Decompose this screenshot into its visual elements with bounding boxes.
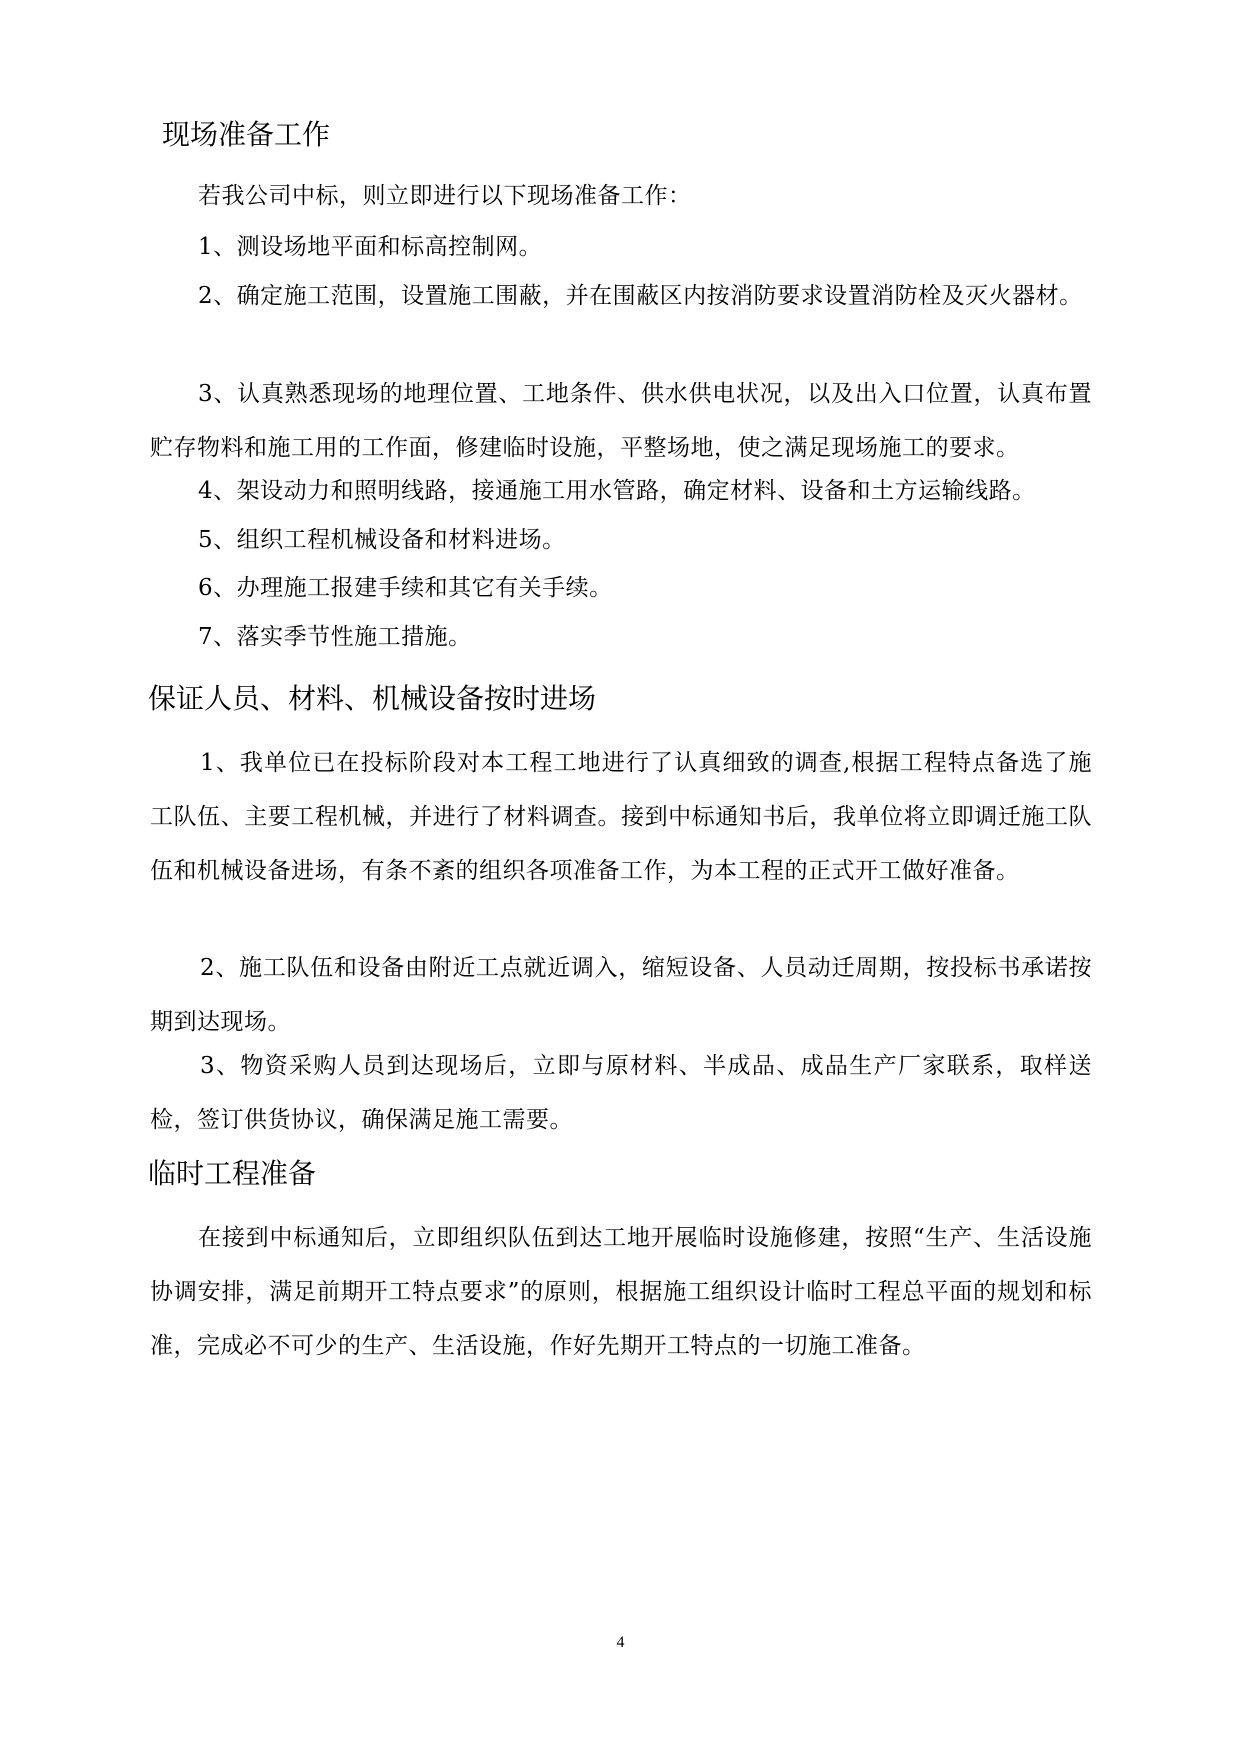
paragraph-temporary-works: 在接到中标通知后，立即组织队伍到达工地开展临时设施修建，按照“生产、生活设施协调安排，满足前期开工特点要求”的原则，根据施工组织设计临时工程总平面的规划和标准，完成必不可少的生产、生活设施，作好先期开工特点的一切施工准备。 <box>150 1225 1092 1359</box>
page-number: 4 <box>616 1634 625 1651</box>
paragraph-intro: 若我公司中标，则立即进行以下现场准备工作： <box>198 183 692 209</box>
paragraph-personnel-2: 2、施工队伍和设备由附近工点就近调入，缩短设备、人员动迁周期，按投标书承诺按期到达现场。 <box>150 955 1092 1035</box>
list-item-4: 4、架设动力和照明线路，接通施工用水管路，确定材料、设备和土方运输线路。 <box>198 478 1036 504</box>
list-item-3: 3、认真熟悉现场的地理位置、工地条件、供水供电状况，以及出入口位置，认真布置贮存物料和施工用的工作面，修建临时设施，平整场地，使之满足现场施工的要求。 <box>150 381 1092 461</box>
list-item-7: 7、落实季节性施工措施。 <box>198 624 472 650</box>
list-item-1: 1、测设场地平面和标高控制网。 <box>198 234 543 260</box>
section-heading-temporary-works: 临时工程准备 <box>148 1157 317 1190</box>
section-heading-site-preparation: 现场准备工作 <box>162 118 331 151</box>
section-heading-personnel-materials: 保证人员、材料、机械设备按时进场 <box>148 682 597 715</box>
list-item-2: 2、确定施工范围，设置施工围蔽，并在围蔽区内按消防要求设置消防栓及灭火器材。 <box>198 283 1083 309</box>
paragraph-personnel-1: 1、我单位已在投标阶段对本工程工地进行了认真细致的调查,根据工程特点备选了施工队伍、主要工程机械，并进行了材料调查。接到中标通知书后，我单位将立即调迁施工队伍和机械设备进场，有条不紊的组织各项准备工作，为本工程的正式开工做好准备。 <box>150 750 1092 884</box>
paragraph-personnel-3: 3、物资采购人员到达现场后，立即与原材料、半成品、成品生产厂家联系，取样送检，签订供货协议，确保满足施工需要。 <box>150 1053 1092 1133</box>
list-item-6: 6、办理施工报建手续和其它有关手续。 <box>198 575 613 601</box>
list-item-5: 5、组织工程机械设备和材料进场。 <box>198 527 566 553</box>
